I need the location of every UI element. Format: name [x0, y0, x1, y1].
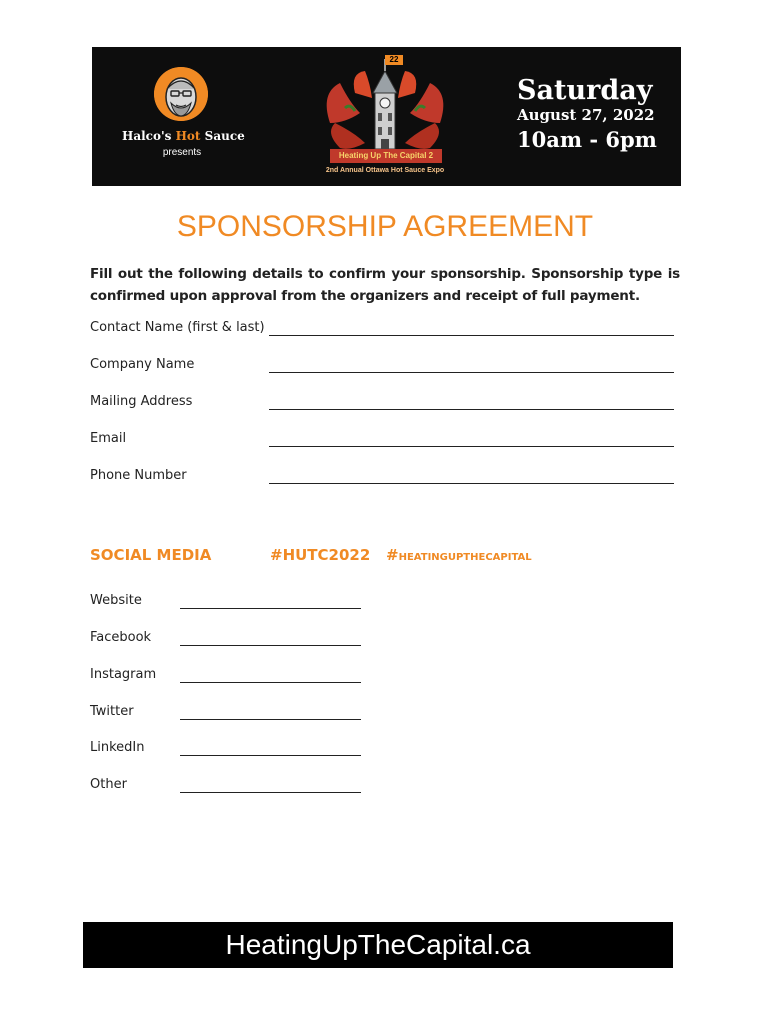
contact-name-field[interactable]: [269, 335, 674, 336]
social-media-title: SOCIAL MEDIA: [90, 546, 212, 564]
phone-number-field[interactable]: [269, 483, 674, 484]
field-label: Email: [90, 431, 127, 446]
event-subtitle: 2nd Annual Ottawa Hot Sauce Expo: [325, 167, 445, 174]
mascot-face-icon: [154, 67, 208, 121]
linkedin-field[interactable]: [180, 755, 361, 756]
event-date-block: [517, 75, 667, 153]
facebook-row: [90, 630, 365, 650]
phone-number-row: [90, 468, 680, 488]
website-row: [90, 593, 365, 613]
event-title: Heating Up The Capital 2: [330, 149, 442, 163]
instagram-field[interactable]: [180, 682, 361, 683]
field-label: Contact Name (first & last): [90, 320, 265, 335]
footer-website-link[interactable]: HeatingUpTheCapital.ca: [83, 922, 673, 968]
email-field[interactable]: [269, 446, 674, 447]
twitter-field[interactable]: [180, 719, 361, 720]
company-name-field[interactable]: [269, 372, 674, 373]
presents-text: presents: [162, 147, 202, 158]
field-label: Website: [90, 593, 142, 608]
other-row: [90, 777, 365, 797]
field-label: Twitter: [90, 704, 134, 719]
field-label: Mailing Address: [90, 394, 193, 409]
website-field[interactable]: [180, 608, 361, 609]
field-label: Facebook: [90, 630, 152, 645]
field-label: Phone Number: [90, 468, 187, 483]
company-name-row: [90, 357, 680, 377]
mailing-address-row: [90, 394, 680, 414]
field-label: Company Name: [90, 357, 195, 372]
event-badge: 22: [389, 55, 399, 64]
linkedin-row: [90, 740, 365, 760]
mailing-address-field[interactable]: [269, 409, 674, 410]
hashtag-hutc2022: #HUTC2022: [270, 546, 371, 564]
intro-text: Fill out the following details to confirm your sponsorship. Sponsorship type is confirmed upon approval from the organizers and receipt of full payment.: [90, 266, 680, 304]
hashtag-heatingupthecapital: #HEATINGUPTHECAPITAL: [386, 546, 532, 564]
halcos-logo: [122, 67, 245, 167]
brand-name: Halco's Hot Sauce: [122, 129, 245, 143]
event-date: August 27, 2022: [517, 106, 655, 124]
event-time: 10am - 6pm: [517, 127, 657, 152]
other-field[interactable]: [180, 792, 361, 793]
instagram-row: [90, 667, 365, 687]
facebook-field[interactable]: [180, 645, 361, 646]
field-label: LinkedIn: [90, 740, 145, 755]
email-row: [90, 431, 680, 451]
contact-name-row: [90, 320, 680, 340]
page-title: SPONSORSHIP AGREEMENT: [176, 210, 594, 243]
field-label: Instagram: [90, 667, 157, 682]
header-banner: [92, 47, 681, 186]
event-logo: [320, 53, 450, 181]
twitter-row: [90, 704, 365, 724]
field-label: Other: [90, 777, 127, 792]
event-day: Saturday: [517, 75, 653, 106]
